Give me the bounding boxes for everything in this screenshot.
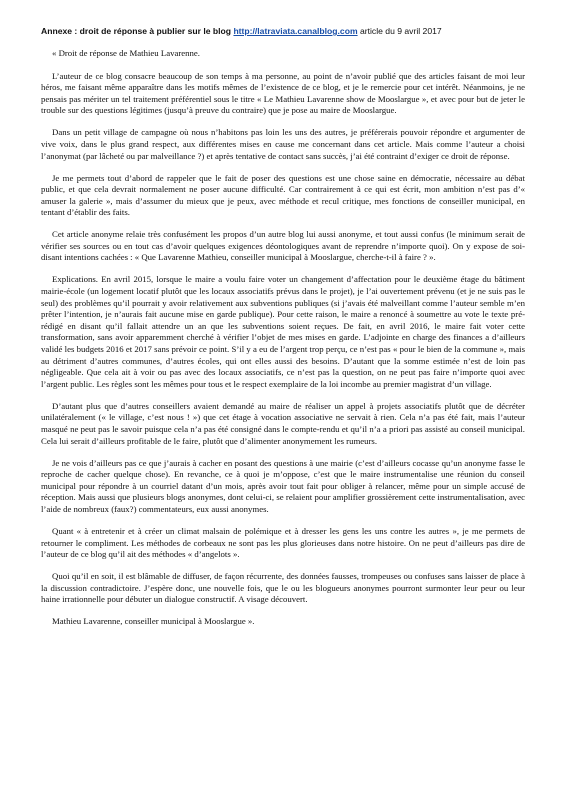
paragraph: L’auteur de ce blog consacre beaucoup de son temps à ma personne, au point de n’avoir publié que des articles faisant de moi leur héros, me faisant même apparaître dans les motifs mêmes de l’existence de ce blog, et je le remercie pour cet intérêt. Néanmoins, je ne pensais pas mériter un tel traitement préférentiel sous le titre « Le Mathieu Lavarenne show de Mooslargue », et avec pour but de jeter le trouble sur des questions légitimes (jusqu’à preuve du contraire) que je pose au maire de Mooslargue. xyxy=(41,70,525,116)
paragraph: Cet article anonyme relaie très confusément les propos d’un autre blog lui aussi anonyme, et tout aussi confus (le minimum serait de vérifier ses sources ou en tout cas d’avoir quelques exigences déontologiques avant de reprendre n’importe quoi). On y expose de soi-disant intentions cachées : « Que Lavarenne Mathieu, conseiller municipal à Mooslargue, cherche-t-il à faire ? ». xyxy=(41,229,525,263)
paragraph: D’autant plus que d’autres conseillers avaient demandé au maire de réaliser un appel à projets associatifs plutôt que de décréter unilatéralement (« le village, c’est nous ! ») que cet étage à vocation associative ne servait à rien. Cela n’a pas été fait, mais l’auteur masqué ne peut pas le savoir puisque cela n’a pas été consigné dans le compte-rendu et qu’il n’a a priori pas assisté au conseil municipal. Cela lui serait d’ailleurs profitable de le faire, plutôt que d’alimenter anonymement les rumeurs. xyxy=(41,400,525,446)
paragraph: Quant « à entretenir et à créer un climat malsain de polémique et à dresser les gens les uns contre les autres », je me permets de retourner le compliment. Les méthodes de corbeaux ne sont pas les plus glorieuses dans notre histoire. On ne peut d’ailleurs pas dire de l’auteur de ce blog qu’il ait des méthodes « d’angelots ». xyxy=(41,525,525,560)
header-prefix: Annexe : droit de réponse à publier sur le blog xyxy=(41,26,234,36)
paragraph-opening: « Droit de réponse de Mathieu Lavarenne. xyxy=(52,48,200,58)
paragraph: Dans un petit village de campagne où nous n’habitons pas loin les uns des autres, je préférerais pouvoir répondre et argumenter de vive voix, dans le plus grand respect, aux différentes mises en cause me concernant dans cet article. Mais comme l’auteur a choisi l’anonymat (par lâcheté ou par malveillance ?) et après tentative de contact sans succès, j’ai été contraint d’exiger ce droit de réponse. xyxy=(41,127,525,161)
signature-line: Mathieu Lavarenne, conseiller municipal à Mooslargue ». xyxy=(52,616,255,627)
paragraph: Je me permets tout d’abord de rappeler que le fait de poser des questions est une chose saine en démocratie, nécessaire au débat public, et que cela devrait normalement ne poser aucune difficulté. Car contrairement à ce qui est écrit, mon ambition n’est pas d’« amuser la galerie », mais d’assumer du mieux que je peux, avec méthode et recul critique, mes fonctions de conseiller municipal, en tentant d’établir des faits. xyxy=(41,172,525,218)
blog-link[interactable]: http://latraviata.canalblog.com xyxy=(233,26,358,36)
document-header xyxy=(41,26,525,36)
header-article-date: article du 9 avril 2017 xyxy=(357,26,442,36)
document-body xyxy=(41,48,525,628)
paragraph: Je ne vois d’ailleurs pas ce que j’aurais à cacher en posant des questions à une mairie (c’est d’ailleurs cocasse qu’un anonyme fasse le reproche de cacher quelque chose). En revanche, ce à quoi je m’oppose, c’est que le maire instrumentalise une réunion du conseil municipal pour répondre à un courriel datant d’un mois, après avoir tout fait pour obliger à relancer, même pour un simple accusé de réception. Mais aussi que plusieurs blogs anonymes, dont celui-ci, se relaient pour amplifier grossièrement cette instrumentalisation, avec l’aide de nombreux (faux?) commentateurs, eux aussi anonymes. xyxy=(41,457,525,514)
paragraph: Quoi qu’il en soit, il est blâmable de diffuser, de façon récurrente, des données fausses, trompeuses ou confuses sans laisser de place à la discussion contradictoire. J’espère donc, une nouvelle fois, que le ou les blogueurs anonymes pourront surmonter leur peur ou leur haine irrationnelle pour débuter un dialogue constructif. A visage découvert. xyxy=(41,571,525,605)
paragraph: Explications. En avril 2015, lorsque le maire a voulu faire voter un changement d’affectation pour le deuxième étage du bâtiment mairie-école (un logement locatif plutôt que les locaux associatifs prévus dans le projet), je l’ai ouvertement prévenu (et je ne suis pas le seul) des problèmes qu’il pourrait y avoir relativement aux subventions publiques (si j’avais été malveillant comme l’auteur semble m’en prêter l’intention, je n’aurais fait aucune mise en garde publique). Pour cette raison, le maire a renoncé à soumettre au vote le texte pré-rédigé en disant qu’il fallait attendre un an que les subventions soient reçues. De fait, en avril 2016, le maire fait voter cette transformation, sans avoir apparemment cherché à vérifier l’objet de mes mises en garde. L’adjointe en charge des finances a d’ailleurs validé les budgets 2016 et 2017 sans prévoir ce point. S’il y a eu de l’argent trop perçu, ce n’est pas « pour le bien de la commune », mais au détriment d’autres communes, d’autres écoles, qui ont elles aussi des besoins. D’autant que la somme estimée n’est de loin pas négligeable. Que cela ait à voir ou pas avec des locaux associatifs, ce n’est pas la question, on ne peut pas faire n’importe quoi avec l’argent public. Les règles sont les mêmes pour tous et le respect exemplaire de la loi incombe au premier magistrat d’un village. xyxy=(41,274,525,389)
